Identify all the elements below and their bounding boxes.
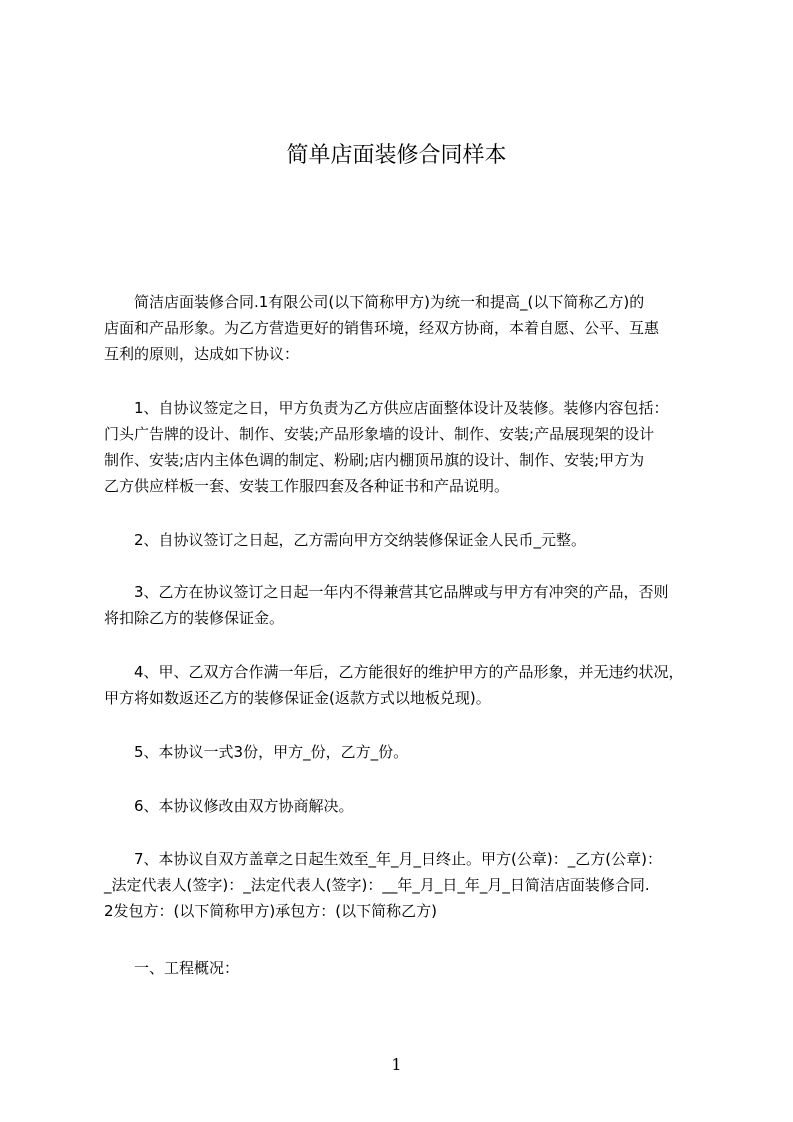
text-line: _法定代表人(签字)：_法定代表人(签字)：__年_月_日_年_月_日简洁店面装修合同.: [104, 876, 650, 894]
section-1-heading: [104, 955, 724, 981]
text-line: 4、甲、乙双方合作满一年后，乙方能很好的维护甲方的产品形象，并无违约状况，: [104, 663, 684, 681]
document-title: 简单店面装修合同样本: [286, 143, 507, 168]
text-line: 门头广告牌的设计、制作、安装;产品形象墙的设计、制作、安装;产品展现架的设计: [104, 425, 655, 443]
text-line: 互利的原则，达成如下协议：: [104, 345, 300, 363]
page-number: 1: [391, 1055, 402, 1074]
text-line: 将扣除乙方的装修保证金。: [104, 609, 285, 627]
text-line: 乙方供应样板一套、安装工作服四套及各种证书和产品说明。: [104, 477, 510, 495]
clause-6-paragraph: [104, 793, 724, 819]
text-line: 简洁店面装修合同.1有限公司(以下简称甲方)为统一和提高_(以下简称乙方)的: [104, 293, 645, 311]
clause-1-paragraph: [104, 395, 724, 499]
text-line: 1、自协议签定之日，甲方负责为乙方供应店面整体设计及装修。装修内容包括：: [104, 399, 669, 417]
text-line: 甲方将如数返还乙方的装修保证金(返款方式以地板兑现)。: [104, 689, 491, 707]
clause-2-paragraph: [104, 527, 724, 553]
clause-7-paragraph: [104, 846, 724, 924]
text-line: 3、乙方在协议签订之日起一年内不得兼营其它品牌或与甲方有冲突的产品，否则: [104, 583, 669, 601]
clause-5-paragraph: [104, 739, 724, 765]
text-line: 5、本协议一式3份，甲方_份，乙方_份。: [104, 743, 409, 761]
text-line: 2、自协议签订之日起，乙方需向甲方交纳装修保证金人民币_元整。: [104, 531, 587, 549]
text-line: 6、本协议修改由双方协商解决。: [104, 797, 354, 815]
text-line: 制作、安装;店内主体色调的制定、粉刷;店内棚顶吊旗的设计、制作、安装;甲方为: [104, 451, 645, 469]
clause-4-paragraph: [104, 659, 724, 711]
text-line: 一、工程概况：: [104, 959, 240, 977]
clause-3-paragraph: [104, 579, 724, 631]
text-line: 2发包方：(以下简称甲方)承包方：(以下简称乙方): [104, 902, 437, 920]
text-line: 7、本协议自双方盖章之日起生效至_年_月_日终止。甲方(公章)：_乙方(公章)：: [104, 850, 662, 868]
text-line: 店面和产品形象。为乙方营造更好的销售环境，经双方协商，本着自愿、公平、互惠: [104, 319, 660, 337]
intro-paragraph: [104, 289, 724, 367]
